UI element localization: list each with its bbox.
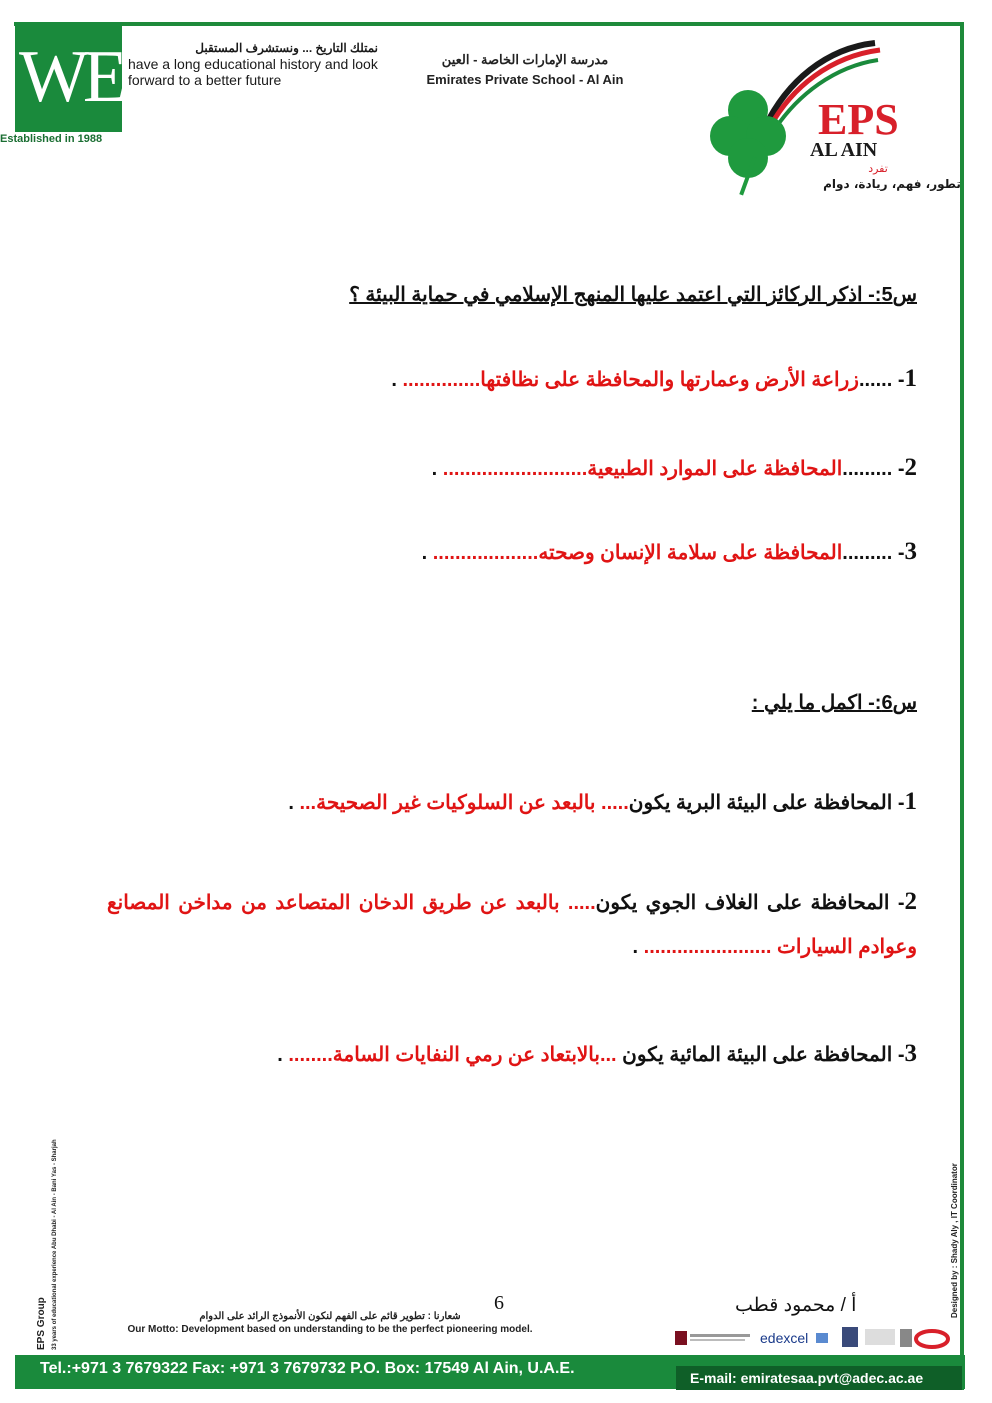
established-label: Established in 1988	[0, 133, 103, 145]
q6-item-1	[288, 788, 917, 816]
item-number: 2	[904, 454, 917, 481]
answer-dots: ..............	[402, 369, 481, 391]
q5-title: س5:- اذكر الركائز التي اعتمد عليها المنهج الإسلامي في حماية البيئة ؟	[349, 284, 917, 306]
partner-logos	[670, 1325, 955, 1355]
q6-item-2	[107, 880, 917, 969]
we-logo-letters: WE	[19, 36, 123, 118]
school-name-english: Emirates Private School - Al Ain	[426, 72, 624, 87]
motto	[100, 1310, 560, 1336]
item-end: .	[632, 936, 644, 958]
q6-item-3	[277, 1040, 917, 1068]
item-prefix: - ......	[858, 369, 905, 391]
item-end: .	[391, 369, 403, 391]
council-logo-icon	[865, 1329, 895, 1345]
q6-title: س6:- اكمل ما يلي :	[751, 692, 917, 714]
tagline-english: have a long educational history and look forward to a better future	[128, 56, 378, 88]
q5-item-1	[391, 365, 917, 393]
item-prefix: - .........	[842, 458, 905, 480]
motto-english: Our Motto: Development based on understanding to be the perfect pioneering model.	[127, 1324, 533, 1335]
footer-contact: Tel.:+971 3 7679322 Fax: +971 3 7679732 P.O. Box: 17549 Al Ain, U.A.E.	[40, 1360, 575, 1377]
answer-text: زراعة الأرض وعمارتها والمحافظة على نظافتها	[480, 369, 859, 391]
item-end: .	[431, 458, 443, 480]
item-number: 3	[904, 538, 917, 565]
edexcel-logo: edexcel	[760, 1330, 809, 1346]
side-left-experience: 33 years of educational experience Abu Dhabi - Al Ain - Bani Yas - Sharjah	[52, 1139, 58, 1350]
item-number: 2	[904, 888, 917, 915]
teacher-name: أ / محمود قطب	[735, 1295, 857, 1316]
eps-logo	[700, 38, 961, 208]
item-end: .	[421, 542, 433, 564]
answer-dots: ..........................	[442, 458, 588, 480]
side-text-right	[946, 1150, 962, 1320]
cambridge-text-icon	[690, 1334, 750, 1337]
designer-credit: Designed by : Shady Aly , IT Coordinator	[950, 1163, 959, 1318]
red-swoosh-icon	[916, 1331, 948, 1347]
side-left-group: EPS Group	[36, 1297, 47, 1350]
school-name	[400, 50, 650, 90]
item-stem: - المحافظة على البيئة البرية يكون	[628, 792, 905, 814]
answer-text: المحافظة على الموارد الطبيعية	[587, 458, 843, 480]
building-icon	[900, 1329, 912, 1347]
page-number: 6	[494, 1292, 504, 1314]
eps-slogan: تطور، فهم، ريادة، دوام	[823, 177, 961, 191]
eps-subtitle: AL AIN	[810, 139, 878, 161]
answer-text: ..... بالبعد عن السلوكيات غير الصحيحة...	[299, 792, 629, 814]
school-name-arabic: مدرسة الإمارات الخاصة - العين	[441, 52, 609, 67]
we-logo	[15, 22, 122, 132]
eps-small-arabic: تفرد	[868, 162, 888, 175]
footer-email[interactable]: E-mail: emiratesaa.pvt@adec.ac.ae	[690, 1370, 924, 1386]
item-end: .	[277, 1044, 289, 1066]
tagline	[128, 40, 378, 88]
motto-arabic: شعارنا : تطوير قائم على الفهم لنكون الأنموذج الرائد على الدوام	[199, 1311, 461, 1322]
item-end: .	[288, 792, 300, 814]
edexcel-grid-icon	[816, 1333, 828, 1343]
q5-item-2	[432, 454, 917, 482]
item-stem: - المحافظة على الغلاف الجوي يكون	[595, 892, 905, 914]
answer-text: المحافظة على سلامة الإنسان وصحته	[538, 542, 843, 564]
answer-text: ...بالابتعاد عن رمي النفايات السامة........	[288, 1044, 623, 1066]
side-text-left	[28, 1100, 68, 1360]
item-stem: - المحافظة على البيئة المائية يكون	[622, 1044, 905, 1066]
item-number: 3	[904, 1040, 917, 1067]
q5-item-3	[422, 538, 917, 566]
answer-dots: ...................	[432, 542, 539, 564]
item-prefix: - .........	[842, 542, 905, 564]
cambridge-crest-icon	[675, 1331, 687, 1345]
item-number: 1	[904, 788, 917, 815]
item-number: 1	[904, 365, 917, 392]
answer-text: ..... بالبعد عن طريق الدخان المتصاعد من مداخن المصانع وعوادم السيارات .......................	[107, 892, 917, 958]
eps-title: EPS	[818, 95, 899, 144]
tagline-arabic: نمتلك التاريخ ... ونستشرف المستقبل	[195, 41, 378, 55]
adec-emblem-icon	[842, 1327, 858, 1347]
